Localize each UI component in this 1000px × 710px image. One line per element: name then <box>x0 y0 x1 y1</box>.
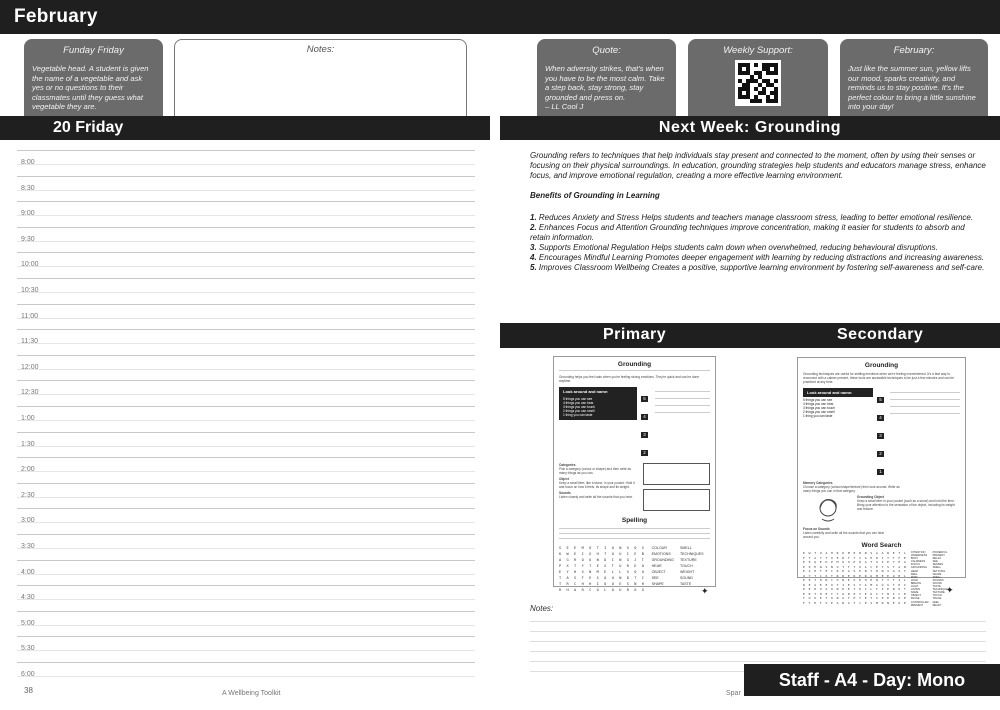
search-word: TASTE <box>932 585 941 589</box>
primary-sounds-label: Sounds <box>559 491 571 495</box>
weekly-support-title: Weekly Support: <box>723 45 793 56</box>
time-label: 5:30 <box>21 645 35 653</box>
search-word: LISTEN <box>910 588 920 592</box>
time-slot[interactable] <box>17 355 475 381</box>
time-slot[interactable] <box>17 432 475 458</box>
quote-card-body: When adversity strikes, that's when you have to be the most calm. Take a step back, stay strong, stay grounded and press on. – LL Cool J <box>545 64 665 111</box>
spelling-word: HEAR <box>651 564 662 568</box>
time-slot[interactable] <box>17 252 475 278</box>
step-number: 4 <box>641 414 648 420</box>
secondary-sheet-intro: Grounding techniques are useful for settling emotions when we're feeling overwhelmed. It's a fast way to reconnect with a calmer present, these tools are accessible techniques to be just a few minutes and can be practiced at any time. <box>803 372 954 384</box>
time-slot[interactable] <box>17 201 475 227</box>
search-word: LIGHT <box>910 585 919 589</box>
time-label: 1:30 <box>21 440 35 448</box>
page-number: 38 <box>24 686 33 695</box>
primary-word-list-1 <box>652 545 674 593</box>
spelling-word: TEXTURE <box>679 558 697 562</box>
search-word: BODY <box>910 557 919 561</box>
search-word: SENSES <box>932 563 944 567</box>
look-item: 5 things you can see <box>563 397 593 401</box>
secondary-wordsearch-title: Word Search <box>861 542 902 549</box>
staff-label-badge: Staff - A4 - Day: Mono <box>744 664 1000 696</box>
primary-look-title: Look around and name: <box>559 387 637 396</box>
search-word: GROUNDING <box>910 566 927 570</box>
look-item: 2 things you can smell <box>803 410 835 414</box>
secondary-word-list-1 <box>911 551 929 607</box>
secondary-object-text: Keep a small item in your pocket (such as a stone) and hold the item. Bring your attention to the sensation of the object, including its weight and texture. <box>857 499 955 511</box>
weekly-support-card <box>688 39 828 119</box>
step-number: 3 <box>641 432 648 438</box>
time-label: 11:30 <box>21 338 38 346</box>
day-schedule <box>17 150 475 687</box>
month-title: February <box>14 6 98 27</box>
primary-answer-box-2[interactable] <box>643 489 710 511</box>
time-slot[interactable] <box>17 508 475 534</box>
spelling-word: TASTE <box>679 582 692 586</box>
day-band <box>0 116 490 140</box>
search-word: MIND <box>910 575 918 579</box>
step-number: 5 <box>877 397 884 403</box>
time-label: 3:00 <box>21 517 35 525</box>
look-item: 4 things you can hear <box>803 402 834 406</box>
step-number: 4 <box>877 415 884 421</box>
secondary-worksheet[interactable] <box>797 357 966 607</box>
time-slot[interactable] <box>17 304 475 330</box>
secondary-word-grid[interactable]: E W T U A H R K M E R N S A A W E T L F T A Y T O E R T T I G E R I T T F E E E Q E H P M U O E D A T O I E Y E A E P E W S N U T T T O A C E T S T A N E A P T E C R E A S E N Y R N I A S T U Y T C O T R R E R E R U M E E U H L E E T H N C O N E O E H E N T T T I L R E A E E O T I E S T A M A U S T E I P E H O A O N E E T E C L T I E N O T E R T H E T T U R E T E U I T N I C E T U O E T O N A T H T E T S P E N O E F T E T S E A R A T C P S M R N E O E <box>803 551 907 605</box>
time-slot[interactable] <box>17 278 475 304</box>
search-word: SETTLING <box>932 569 946 573</box>
search-word: NAME <box>910 591 919 595</box>
secondary-sounds-label: Focus on Sounds <box>803 527 830 531</box>
benefits-list <box>530 213 986 273</box>
time-label: 8:30 <box>21 184 35 192</box>
primary-object-text: Keep a small item, like a stone, in your pocket. Hold it and focus on how it feels, its shape and its weight. <box>559 481 635 489</box>
time-label: 12:30 <box>21 389 39 397</box>
time-label: 4:30 <box>21 594 35 602</box>
primary-worksheet[interactable] <box>553 356 716 592</box>
search-word: SMELL <box>932 575 942 579</box>
time-label: 2:00 <box>21 466 35 474</box>
primary-number-column <box>641 387 651 459</box>
search-word: POWERFUL <box>932 551 948 554</box>
notes-card[interactable] <box>174 39 467 119</box>
step-number: 1 <box>877 469 884 475</box>
search-word: TOUCH <box>932 594 942 598</box>
secondary-object-label: Grounding Object <box>857 495 885 499</box>
time-label: 3:30 <box>21 542 35 550</box>
time-slot[interactable] <box>17 457 475 483</box>
spelling-word: COLOUR <box>651 546 667 550</box>
search-word: TEXTURE <box>932 591 945 595</box>
look-item: 5 things you can see <box>803 398 833 402</box>
search-word: PRESENT <box>910 603 924 607</box>
quote-card-title: Quote: <box>592 45 621 56</box>
benefits-heading: Benefits of Grounding in Learning <box>530 191 660 200</box>
spelling-word: SMELL <box>679 546 692 550</box>
search-word: HOLD <box>910 578 919 582</box>
primary-word-grid[interactable]: S E E M O T I O N S O S K W E I G H T U U I E B A G R O U N D I N G J T P X T Y T E X T U R E O E Y H X N M E L L S O U T A S T E S O U N D T C T R C H H I O U E S N H R H A R C O L O U R O G <box>559 546 646 592</box>
primary-sheet-title: Grounding <box>617 361 652 368</box>
primary-categories-label: Categories <box>559 463 576 467</box>
secondary-look-title: Look around and name: <box>803 388 873 397</box>
secondary-heading: Secondary <box>837 326 924 343</box>
benefit-item: 5. Improves Classroom Wellbeing Creates a positive, supportive learning environment by fostering self-awareness and self-care. <box>530 263 985 272</box>
time-label: 11:00 <box>21 312 38 320</box>
secondary-sheet-title: Grounding <box>864 362 899 369</box>
february-card-body: Just like the summer sun, yellow lifts our mood, sparks creativity, and reminds us to stay positive. It's the perfect colour to bring a little sunshine into your day! <box>848 64 976 111</box>
spelling-word: SOUND <box>679 576 693 580</box>
spelling-word: TOUCH <box>679 564 693 568</box>
time-label: 6:00 <box>21 670 35 678</box>
secondary-memory-text: Choose a category (colour/shape/texture) then look around. Write as many things you can in that category. <box>803 485 900 493</box>
primary-spelling-title: Spelling <box>621 517 648 524</box>
time-slot[interactable] <box>17 380 475 406</box>
spelling-word: GROUNDING <box>651 558 674 562</box>
article-intro: Grounding refers to techniques that help individuals stay present and connected to the moment, often by using their senses or focusing on their physical surroundings. In education, grounding strategies help students and educators manage stress, enhance focus, and improve emotional regulation, creating a more effective learning environment. <box>530 151 986 180</box>
top-bar <box>0 0 1000 34</box>
time-label: 9:00 <box>21 210 35 218</box>
search-word: AWARENESS <box>910 554 928 558</box>
spelling-word: TECHNIQUES <box>679 552 704 556</box>
search-word: RELAX <box>932 557 942 561</box>
search-word: HEAR <box>910 569 919 573</box>
search-word: TRACE <box>932 597 942 601</box>
notes-card-title: Notes: <box>306 44 335 55</box>
time-label: 4:00 <box>21 568 35 576</box>
time-label: 1:00 <box>21 414 35 422</box>
search-word: BREATH <box>910 581 922 585</box>
secondary-sheet-star-icon: ✦ <box>946 585 954 595</box>
february-card-title: February: <box>893 45 935 56</box>
time-slot[interactable] <box>17 329 475 355</box>
benefit-item: 2. Enhances Focus and Attention Grounding techniques improve concentration, making it easier for students to absorb and retain information. <box>530 223 965 242</box>
quote-card <box>537 39 676 119</box>
search-word: READY <box>932 603 942 607</box>
search-word: CALMNESS <box>910 560 926 564</box>
look-item: 3 things you can touch <box>563 405 595 409</box>
spelling-word: EMOTIONS <box>651 552 671 556</box>
funday-card-title: Funday Friday <box>63 45 124 56</box>
look-item: 3 things you can touch <box>803 406 835 410</box>
spelling-word: OBJECT <box>651 570 666 574</box>
funday-friday-card <box>24 39 163 119</box>
primary-word-list-2 <box>680 545 704 593</box>
step-number: 5 <box>641 396 648 402</box>
search-word: SOUNDS <box>932 578 944 582</box>
spelling-word: WEIGHT <box>679 570 695 574</box>
primary-sheet-intro: Grounding helps you feel calm when you're feeling strong emotions. They're quick and can be done anytime. <box>559 375 700 383</box>
benefit-item: 3. Supports Emotional Regulation Helps students calm down when overwhelmed, reducing behavioural disruptions. <box>530 243 938 252</box>
time-label: 2:30 <box>21 491 35 499</box>
search-word: PAUSE <box>910 597 920 601</box>
time-label: 12:00 <box>21 363 39 371</box>
search-word: PRESENT <box>932 554 945 558</box>
look-item: 1 thing you can taste <box>803 414 833 418</box>
search-word: FEEL <box>932 600 940 604</box>
search-word: FOCUS <box>910 563 920 567</box>
benefit-item: 1. Reduces Anxiety and Stress Helps students and teachers manage classroom stress, leading to better emotional resilience. <box>530 213 974 222</box>
face-illustration-icon <box>803 495 853 525</box>
time-label: 10:30 <box>21 286 39 294</box>
book-title: A Wellbeing Toolkit <box>222 690 281 697</box>
spelling-word: SHAPE <box>651 582 664 586</box>
secondary-sounds-text: Listen carefully and write all the sounds that you can hear around you. <box>803 531 885 539</box>
time-label: 10:00 <box>21 261 39 269</box>
search-word: CONTROLLED <box>910 600 929 604</box>
primary-categories-text: Pick a category (colour or shape) and then write as many things as you can. <box>559 467 631 475</box>
step-number: 2 <box>877 451 884 457</box>
qr-code-icon[interactable] <box>735 60 781 106</box>
secondary-memory-label: Memory Categories <box>803 481 833 485</box>
time-label: 5:00 <box>21 619 35 627</box>
spelling-word: SEE <box>651 576 659 580</box>
look-item: 4 things you can hear <box>563 401 594 405</box>
time-slot[interactable] <box>17 227 475 253</box>
secondary-look-list <box>803 397 873 420</box>
look-item: 2 things you can smell <box>563 409 595 413</box>
time-slot[interactable] <box>17 483 475 509</box>
time-slot[interactable] <box>17 560 475 586</box>
search-word: OBJECT <box>910 594 922 598</box>
search-word: SHAPE <box>932 572 942 576</box>
step-number: 3 <box>877 433 884 439</box>
footer-right-text: Spar <box>726 690 741 697</box>
primary-heading: Primary <box>603 326 667 343</box>
search-word: FEEL <box>910 572 918 576</box>
time-slot[interactable] <box>17 662 475 688</box>
grounding-article <box>530 151 986 273</box>
time-slot[interactable] <box>17 585 475 611</box>
time-slot[interactable] <box>17 636 475 662</box>
search-word: SOUND <box>932 581 942 585</box>
time-label: 9:30 <box>21 235 35 243</box>
primary-sounds-text: Listen closely and write all the sounds that you hear. <box>559 495 633 499</box>
step-number: 2 <box>641 450 648 456</box>
time-slot[interactable] <box>17 176 475 202</box>
search-word: TECHNIQUES <box>932 588 950 592</box>
secondary-word-list-2 <box>933 551 950 607</box>
audience-band <box>500 323 1000 348</box>
next-week-band <box>500 116 1000 140</box>
time-label: 8:00 <box>21 159 35 166</box>
primary-sheet-star-icon: ✦ <box>701 586 709 596</box>
primary-object-label: Object <box>559 477 569 481</box>
february-card <box>840 39 988 119</box>
time-slot[interactable] <box>17 611 475 637</box>
search-word: SEE <box>932 560 938 564</box>
primary-look-list <box>559 396 637 420</box>
next-week-title: Next Week: Grounding <box>658 119 842 136</box>
time-slot[interactable] <box>17 150 475 176</box>
time-slot[interactable] <box>17 406 475 432</box>
secondary-number-column <box>877 388 886 478</box>
look-item: 1 thing you can taste <box>563 413 593 417</box>
benefit-item: 4. Encourages Mindful Learning Promotes deeper engagement with learning by reducing distractions and increasing awareness. <box>530 253 985 262</box>
notes-label: Notes: <box>530 604 554 613</box>
time-slot[interactable] <box>17 534 475 560</box>
day-title: 20 Friday <box>53 119 124 136</box>
search-word: ATTENTION <box>910 551 926 554</box>
primary-answer-box-1[interactable] <box>643 463 710 485</box>
funday-card-body: Vegetable head. A student is given the name of a vegetable and ask yes or no questions to their classmates until they guess what vegetable they are. <box>32 64 149 111</box>
search-word: SMELL <box>932 566 942 570</box>
